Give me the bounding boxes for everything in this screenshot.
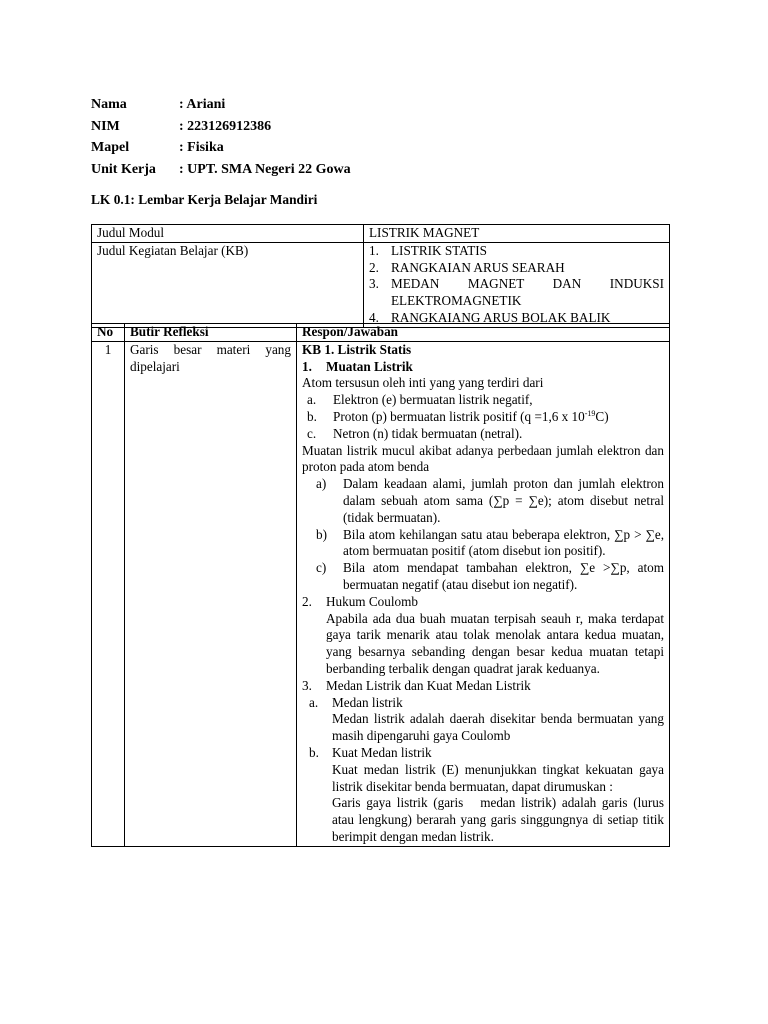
item-mark: b.: [309, 744, 319, 760]
item-mark: a.: [309, 694, 319, 710]
item-text: Elektron (e) bermuatan listrik negatif,: [333, 392, 533, 408]
coulomb-paragraph: Apabila ada dua buah muatan terpisah seauh r, maka terdapat gaya tarik menarik atau tolak menolak antara kedua muatan, yang besarnya sebanding dengan besar kedua muatan tetapi berbanding terbalik dengan quadrat jarak keduanya.: [326, 610, 664, 676]
row-number: 1: [92, 341, 125, 846]
identity-key: NIM: [91, 118, 120, 134]
module-title-label: Judul Modul: [92, 225, 364, 243]
section-heading: [302, 594, 664, 611]
condition-item: [302, 476, 664, 526]
kb-number: 1.: [369, 242, 379, 258]
identity-key: Mapel: [91, 140, 130, 155]
identity-value: : UPT. SMA Negeri 22 Gowa: [179, 161, 351, 177]
item-mark: a): [316, 476, 327, 492]
kb-text-line: MEDAN MAGNET DAN INDUKSI: [391, 276, 664, 292]
kb-title-label: Judul Kegiatan Belajar (KB): [92, 242, 364, 327]
header-butir: Butir Refleksi: [125, 324, 297, 342]
section-heading: [302, 678, 664, 695]
item-mark: b): [316, 526, 327, 542]
kb-heading: KB 1. Listrik Statis: [302, 341, 412, 357]
section-number: 3.: [302, 677, 312, 693]
reflection-row: [92, 341, 670, 846]
section-number: 1.: [302, 358, 312, 374]
subsection-title: Kuat Medan listrik: [332, 744, 432, 760]
module-title-row: [92, 225, 670, 243]
item-text-with-sup: [333, 409, 664, 426]
kb-text-multiline: [391, 276, 664, 310]
identity-row-unit-kerja: [91, 159, 351, 181]
subsection-text: Garis gaya listrik (garis medan listrik) adalah garis (lurus atau lengkung) berarah yang garis singgungnya di setiap titik berimpit dengan medan listrik.: [332, 795, 668, 844]
kb-title-row: [92, 242, 670, 327]
section-number: 2.: [302, 593, 312, 609]
worksheet-title: LK 0.1: Lembar Kerja Belajar Mandiri: [91, 192, 318, 207]
reflection-table: [91, 323, 670, 847]
item-text: C): [595, 408, 609, 424]
item-text: Proton (p) bermuatan listrik positif (q =1,6 x 10: [333, 408, 585, 424]
subsection-text: Medan listrik adalah daerah disekitar benda bermuatan yang masih dipengaruhi gaya Coulomb: [332, 711, 664, 744]
kb-text: RANGKAIANG ARUS BOLAK BALIK: [391, 309, 611, 325]
kb-list-item: [369, 260, 664, 277]
identity-row-mapel: [91, 137, 351, 159]
identity-value: : Fisika: [179, 140, 224, 155]
identity-key: Unit Kerja: [91, 161, 156, 177]
kb-number: 3.: [369, 276, 379, 292]
intro-text: Atom tersusun oleh inti yang yang terdiri dari: [302, 375, 544, 391]
kb-list-item: [369, 276, 664, 310]
item-mark: a.: [307, 392, 317, 408]
identity-value: : 223126912386: [179, 118, 272, 134]
kb-text: LISTRIK STATIS: [391, 242, 488, 258]
charge-paragraph: Muatan listrik mucul akibat adanya perbedaan jumlah elektron dan proton pada atom benda: [302, 442, 664, 475]
item-mark: b.: [307, 408, 317, 424]
particle-item: [302, 392, 664, 409]
item-text: Dalam keadaan alami, jumlah proton dan jumlah elektron dalam sebuah atom sama (∑p = ∑e); atom disebut netral (tidak bermuatan).: [343, 476, 664, 525]
kb-list-cell: [364, 242, 670, 327]
condition-item: [302, 560, 664, 594]
header-respon: Respon/Jawaban: [297, 324, 670, 342]
item-mark: c.: [307, 425, 317, 441]
item-mark: c): [316, 560, 327, 576]
butir-refleksi-text: Garis besar materi yang dipelajari: [125, 341, 297, 846]
subsection-text: Kuat medan listrik (E) menunjukkan tingkat kekuatan gaya listrik disekitar benda bermuatan, dapat dirumuskan :: [332, 761, 664, 794]
identity-value: : Ariani: [179, 97, 226, 112]
identity-row-nama: [91, 94, 351, 116]
identity-key: Nama: [91, 97, 127, 112]
item-text: Bila atom mendapat tambahan elektron, ∑e >∑p, atom bermuatan negatif (atau disebut ion negatif).: [343, 560, 664, 592]
module-title-value: LISTRIK MAGNET: [364, 225, 670, 243]
section-title: Medan Listrik dan Kuat Medan Listrik: [326, 677, 531, 693]
kb-list: [369, 243, 664, 327]
section-title: Hukum Coulomb: [326, 593, 418, 609]
identity-row-nim: [91, 116, 351, 138]
subsection-heading: [302, 695, 664, 712]
module-table: [91, 224, 670, 328]
reflection-header-row: [92, 324, 670, 342]
subsection-title: Medan listrik: [332, 694, 403, 710]
kb-number: 4.: [369, 309, 379, 325]
kb-list-item: [369, 243, 664, 260]
response-cell: [297, 341, 670, 846]
exponent: -19: [584, 408, 596, 418]
condition-item: [302, 527, 664, 561]
section-heading: [302, 359, 664, 376]
subsection-heading: [302, 745, 664, 762]
identity-block: [91, 94, 351, 180]
kb-text: RANGKAIAN ARUS SEARAH: [391, 259, 565, 275]
kb-text-line: ELEKTROMAGNETIK: [391, 293, 522, 309]
header-no: No: [92, 324, 125, 342]
section-title: Muatan Listrik: [326, 358, 413, 374]
item-text: Netron (n) tidak bermuatan (netral).: [333, 425, 523, 441]
particle-item: [302, 426, 664, 443]
particle-item: [302, 409, 664, 426]
item-text: Bila atom kehilangan satu atau beberapa elektron, ∑p > ∑e, atom bermuatan positif (atom disebut ion positif).: [343, 526, 664, 559]
kb-number: 2.: [369, 259, 379, 275]
